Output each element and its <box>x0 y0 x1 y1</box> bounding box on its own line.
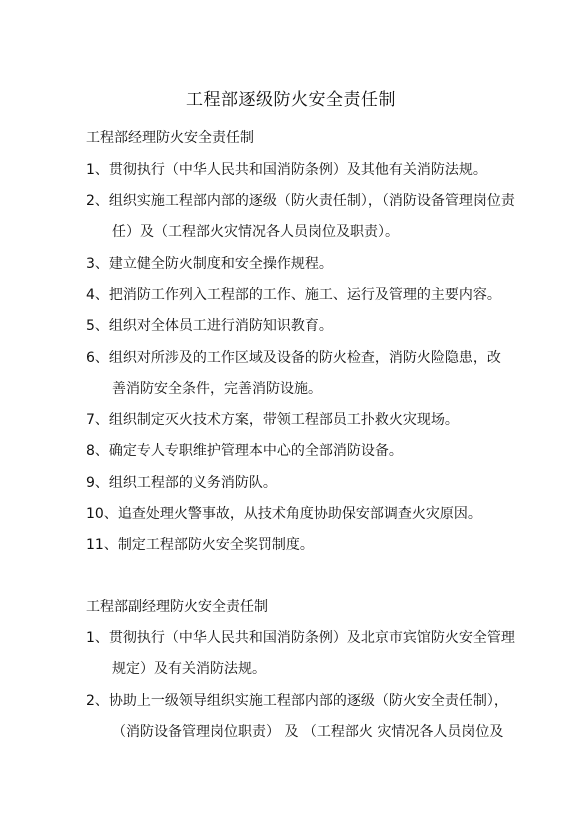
list-item-2: 2、组织实施工程部内部的逐级（防火责任制），（消防设备管理岗位责 <box>86 193 515 209</box>
list-item-10: 10、追查处理火警事故，从技术角度协助保安部调查火灾原因。 <box>86 506 482 522</box>
list-item-1-continuation: 规定）及有关消防法规。 <box>112 661 266 677</box>
list-item-6-continuation: 善消防安全条件，完善消防设施。 <box>112 381 322 397</box>
list-item-2: 2、协助上一级领导组织实施工程部内部的逐级（防火安全责任制）， <box>86 693 508 709</box>
list-item-1: 1、贯彻执行（中华人民共和国消防条例）及北京市宾馆防火安全管理 <box>86 630 515 646</box>
list-item-8: 8、确定专人专职维护管理本中心的全部消防设备。 <box>86 443 403 459</box>
list-item-2-continuation: （消防设备管理岗位职责） 及 （工程部火 灾情况各人员岗位及 <box>112 724 504 740</box>
section-heading-manager: 工程部经理防火安全责任制 <box>86 130 254 146</box>
section-heading-deputy-manager: 工程部副经理防火安全责任制 <box>86 599 268 615</box>
document-title: 工程部逐级防火安全责任制 <box>186 90 396 110</box>
list-item-9: 9、组织工程部的义务消防队。 <box>86 475 277 491</box>
list-item-4: 4、把消防工作列入工程部的工作、施工、运行及管理的主要内容。 <box>86 287 501 303</box>
list-item-6: 6、组织对所涉及的工作区域及设备的防火检查，消防火险隐患，改 <box>86 350 501 366</box>
list-item-3: 3、建立健全防火制度和安全操作规程。 <box>86 256 333 272</box>
list-item-11: 11、制定工程部防火安全奖罚制度。 <box>86 537 314 553</box>
list-item-1: 1、贯彻执行（中华人民共和国消防条例）及其他有关消防法规。 <box>86 162 487 178</box>
list-item-2-continuation: 任）及（工程部火灾情况各人员岗位及职责）。 <box>112 224 399 240</box>
list-item-7: 7、组织制定灭火技术方案，带领工程部员工扑救火灾现场。 <box>86 412 459 428</box>
list-item-5: 5、组织对全体员工进行消防知识教育。 <box>86 318 333 334</box>
